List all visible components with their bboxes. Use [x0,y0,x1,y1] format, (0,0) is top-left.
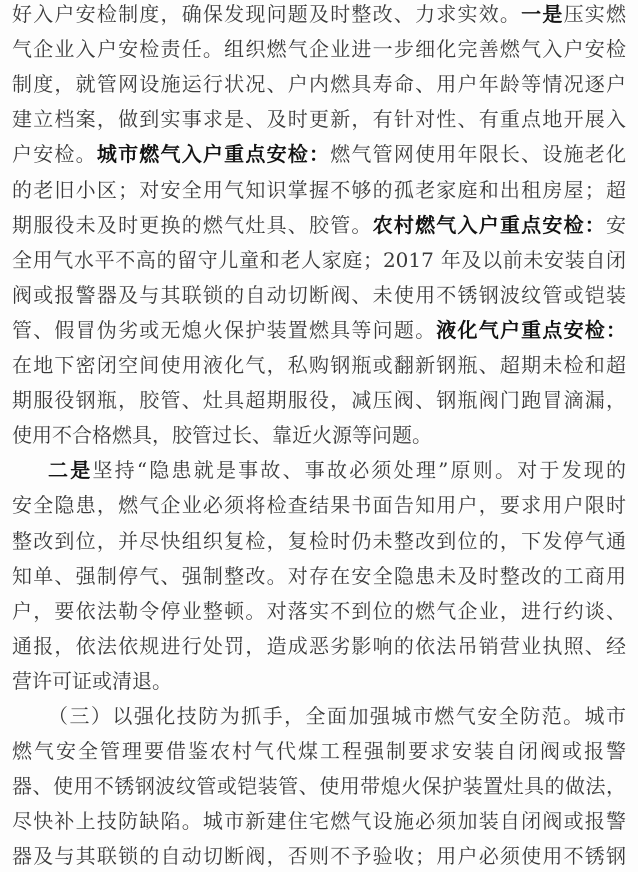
text-line [12,524,626,559]
text-line [12,0,626,32]
text-segment: 知单、强制停气、强制整改。对存在安全隐患未及时整改的工商用 [12,564,626,588]
bold-text-segment: 农村燃气入户重点安检： [372,213,607,237]
text-segment: 期服役钢瓶，胶管、灶具超期服役，减压阀、钢瓶阀门跑冒滴漏， [12,388,626,412]
text-line [12,594,626,629]
text-line [12,243,626,278]
text-line [12,383,626,418]
text-line [12,67,626,102]
text-line [12,839,626,874]
text-segment: 阀或报警器及与其联锁的自动切断阀、未使用不锈钢波纹管或铠装 [12,283,626,307]
text-segment: 的老旧小区；对安全用气知识掌握不够的孤老家庭和出租房屋；超 [12,178,626,202]
text-segment: 通报，依法依规进行处罚，造成恶劣影响的依法吊销营业执照、经 [12,634,626,658]
text-line [12,313,626,348]
text-line [12,278,626,313]
text-line [12,173,626,208]
bold-text-segment: 二是 [48,458,93,482]
text-segment: 在地下密闭空间使用液化气，私购钢瓶或翻新钢瓶、超期未检和超 [12,353,626,377]
text-segment: 户，要依法勒令停业整顿。对落实不到位的燃气企业，进行约谈、 [12,599,626,623]
bold-text-segment: 液化气户重点安检： [436,318,627,342]
text-line [12,32,626,67]
text-segment: 营许可证或清退。 [12,669,172,693]
text-segment: 期服役未及时更换的燃气灶具、胶管。 [12,213,373,237]
text-segment: 使用不合格燃具，胶管过长、靠近火源等问题。 [12,423,432,447]
text-segment: 压实燃 [563,2,627,26]
text-segment: 安 [606,213,627,237]
text-line [12,418,626,453]
text-segment: 尽快补上技防缺陷。城市新建住宅燃气设施必须加装自闭阀或报警 [12,809,626,833]
text-segment: 器及与其联锁的自动切断阀，否则不予验收；用户必须使用不锈钢 [12,844,626,868]
text-segment: 气企业入户安检责任。组织燃气企业进一步细化完善燃气入户安检 [12,37,626,61]
text-line [12,208,626,243]
text-segment: 燃气管网使用年限长、设施老化 [330,142,627,166]
text-line [12,734,626,769]
text-segment: （三）以强化技防为抓手，全面加强城市燃气安全防范。城市 [48,704,626,728]
text-line [12,804,626,839]
text-line [12,699,626,734]
text-line [12,137,626,172]
text-segment: 好入户安检制度，确保发现问题及时整改、力求实效。 [12,2,522,26]
text-segment: 坚持“隐患就是事故、事故必须处理”原则。对于发现的 [92,458,627,482]
bold-text-segment: 城市燃气入户重点安检： [96,142,331,166]
text-segment: 户安检。 [12,142,97,166]
text-segment: 器、使用不锈钢波纹管或铠装管、使用带熄火保护装置灶具的做法， [12,774,626,798]
text-segment: 安全隐患，燃气企业必须将检查结果书面告知用户，要求用户限时 [12,493,626,517]
text-segment: 全用气水平不高的留守儿童和老人家庭；2017 年及以前未安装自闭 [12,248,626,272]
text-line [12,559,626,594]
text-line [12,102,626,137]
text-line [12,664,626,699]
text-line [12,629,626,664]
text-line [12,348,626,383]
bold-text-segment: 一是 [521,2,564,26]
text-segment: 管、假冒伪劣或无熄火保护装置燃具等问题。 [12,318,437,342]
text-segment: 燃气安全管理要借鉴农村气代煤工程强制要求安装自闭阀或报警 [12,739,626,763]
text-line [12,488,626,523]
text-segment: 整改到位，并尽快组织复检，复检时仍未整改到位的，下发停气通 [12,529,626,553]
text-line [12,769,626,804]
text-segment: 制度，就管网设施运行状况、户内燃具寿命、用户年龄等情况逐户 [12,72,626,96]
text-line [12,453,626,488]
text-segment: 建立档案，做到实事求是、及时更新，有针对性、有重点地开展入 [12,107,626,131]
